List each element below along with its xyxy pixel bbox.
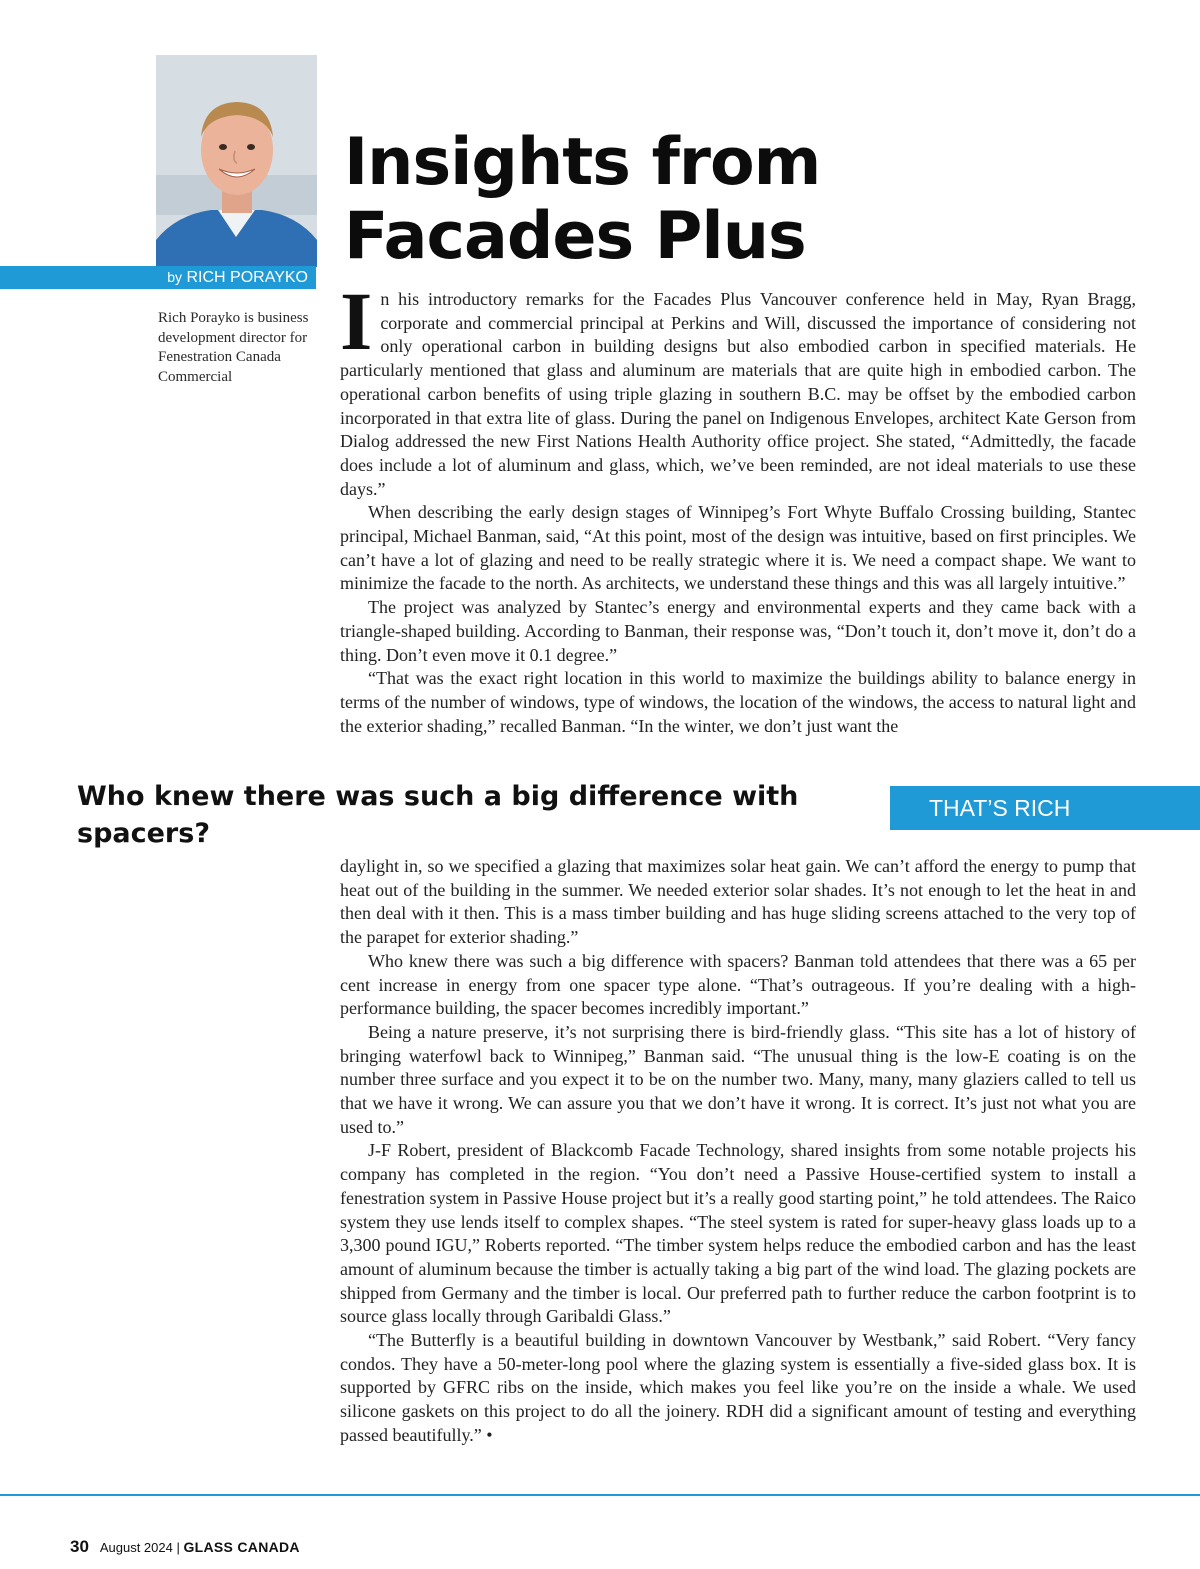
section-tab: THAT’S RICH	[890, 786, 1200, 830]
footer-rule	[0, 1494, 1200, 1496]
byline-author-name: RICH PORAYKO	[186, 269, 308, 286]
issue-date: August 2024 |	[99, 1540, 180, 1555]
page-footer	[70, 1537, 300, 1557]
drop-cap: I	[340, 288, 373, 367]
article-paragraph: “That was the exact right location in this world to maximize the buildings ability to balance energy in terms of the number of windows, type of windows, the location of the windows, the access to natural light and the exterior shading,” recalled Banman. “In the winter, we don’t just want the	[340, 668, 1136, 736]
article-paragraph: “The Butterfly is a beautiful building in downtown Vancouver by Westbank,” said Robert. “Very fancy condos. They have a 50-meter-long pool where the glazing system is essentially a five-sided glass box. It is supported by GFRC ribs on the inside, which makes you feel like you’re on the inside a whale. We used silicone gaskets on this project to do all the joinery. RDH did a significant amount of testing and everything passed beautifully.” •	[340, 1330, 1136, 1445]
magazine-name: GLASS CANADA	[183, 1539, 300, 1555]
author-bio: Rich Porayko is business development director for Fenestration Canada Commercial	[158, 310, 309, 385]
article-title: Insights from Facades Plus	[344, 125, 821, 274]
pull-quote: Who knew there was such a big difference with spacers?	[77, 781, 799, 849]
article-paragraph: daylight in, so we specified a glazing that maximizes solar heat gain. We can’t afford the energy to pump that heat out of the building in the summer. We needed exterior solar shades. It’s not enough to let the heat in and then deal with it then. This is a mass timber building and has huge sliding screens attached to the very top of the parapet for exterior shading.”	[340, 856, 1136, 948]
article-paragraph: Being a nature preserve, it’s not surprising there is bird-friendly glass. “This site has a lot of history of bringing waterfowl back to Winnipeg,” Banman said. “The unusual thing is the low-E coating is on the number three surface and you expect it to be on the number two. Many, many, many glaziers called to tell us that we have it wrong. We can assure you that we don’t have it wrong. It is correct. It’s just not what you are used to.”	[340, 1021, 1136, 1137]
byline-prefix: by	[167, 269, 183, 285]
paragraph-text: n his introductory remarks for the Facades Plus Vancouver conference held in May, Ryan Bragg, corporate and commercial principal at Perkins and Will, discussed the importance of considering not only operational carbon in building designs but also embodied carbon in specified materials. He particularly mentioned that glass and aluminum are materials that are quite high in embodied carbon. The operational carbon benefits of using triple glazing in southern B.C. may be offset by the embodied carbon incorporated in that extra lite of glass. During the panel on Indigenous Envelopes, architect Kate Gerson from Dialog addressed the new First Nations Health Authority office project. She stated, “Admittedly, the facade does include a lot of aluminum and glass, which, we’ve been reminded, are not ideal materials to use these days.”	[340, 289, 1136, 499]
article-paragraph: Who knew there was such a big difference with spacers? Banman told attendees that there was a 65 per cent increase in energy from one spacer type alone. “That’s outrageous. If you’re dealing with a high-performance building, the spacer becomes incredibly important.”	[340, 950, 1136, 1019]
article-paragraph: When describing the early design stages of Winnipeg’s Fort Whyte Buffalo Crossing building, Stantec principal, Michael Banman, said, “At this point, most of the design was intuitive, based on first principles. We can’t have a lot of glazing and need to be really strategic where it is. We need a compact shape. We want to minimize the facade to the north. As architects, we understand these things and this was all largely intuitive.”	[340, 502, 1136, 594]
author-byline	[0, 266, 316, 289]
article-paragraph: J-F Robert, president of Blackcomb Facade Technology, shared insights from some notable projects his company has completed in the region. “You don’t need a Passive House-certified system to install a fenestration system in Passive House project but it’s a really good starting point,” he told attendees. The Raico system they use lends itself to complex shapes. “The steel system is rated for super-heavy glass loads up to a 3,300 pound IGU,” Roberts reported. “The timber system helps reduce the embodied carbon and has the least amount of aluminum because the timber is actually taking a big part of the wind load. The glazing pockets are shipped from Germany and the timber is local. Our preferred path to further reduce the carbon footprint is to source glass locally through Garibaldi Glass.”	[340, 1140, 1136, 1327]
article-body-top	[340, 288, 1136, 758]
article-paragraph: The project was analyzed by Stantec’s energy and environmental experts and they came back with a triangle-shaped building. According to Banman, their response was, “Don’t touch it, don’t move it, don’t do a thing. Don’t even move it 0.1 degree.”	[340, 597, 1136, 665]
author-portrait-image	[156, 55, 317, 267]
article-body-bottom	[340, 855, 1136, 1475]
article-paragraph	[340, 288, 1136, 501]
page-number: 30	[70, 1537, 89, 1556]
author-photo	[156, 55, 317, 267]
